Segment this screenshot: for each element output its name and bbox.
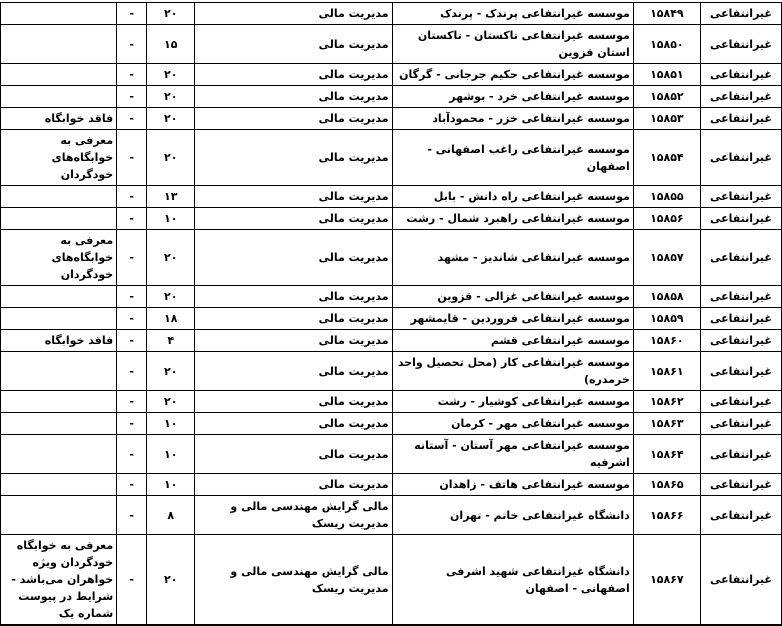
cell-notes	[1, 435, 117, 474]
cell-capacity: ۲۰	[147, 230, 195, 286]
cell-program-name: مدیریت مالی	[195, 474, 392, 496]
cell-institution-code: ۱۵۸۵۸	[633, 286, 700, 308]
cell-institution-name: موسسه غیرانتفاعی تاکستان - تاکستان استان قزوین	[392, 25, 633, 64]
cell-program-name: مدیریت مالی	[195, 413, 392, 435]
cell-institution-name: موسسه غیرانتفاعی مهر - کرمان	[392, 413, 633, 435]
cell-institution-name: موسسه غیرانتفاعی حکیم جرجانی - گرگان	[392, 64, 633, 86]
cell-institution-name: موسسه غیرانتفاعی خرد - بوشهر	[392, 86, 633, 108]
cell-notes	[1, 208, 117, 230]
cell-notes: معرفی به خوابگاه خودگردان ویژه خواهران می‌باشد - شرایط در پیوست شماره یک	[1, 535, 117, 626]
cell-second-capacity: -	[117, 352, 147, 391]
cell-ownership-type: غیرانتفاعی	[700, 496, 781, 535]
table-row	[1, 391, 782, 413]
cell-ownership-type: غیرانتفاعی	[700, 352, 781, 391]
cell-institution-name: موسسه غیرانتفاعی هاتف - زاهدان	[392, 474, 633, 496]
cell-ownership-type: غیرانتفاعی	[700, 413, 781, 435]
cell-institution-code: ۱۵۸۶۴	[633, 435, 700, 474]
cell-institution-code: ۱۵۸۵۷	[633, 230, 700, 286]
cell-institution-code: ۱۵۸۶۶	[633, 496, 700, 535]
cell-program-name: مدیریت مالی	[195, 330, 392, 352]
cell-notes: فاقد خوابگاه	[1, 108, 117, 130]
cell-program-name: مدیریت مالی	[195, 130, 392, 186]
cell-program-name: مالی گرایش مهندسی مالی و مدیریت ریسک	[195, 496, 392, 535]
table-row	[1, 3, 782, 25]
cell-program-name: مدیریت مالی	[195, 25, 392, 64]
cell-capacity: ۲۰	[147, 86, 195, 108]
table-row	[1, 186, 782, 208]
table-row	[1, 25, 782, 64]
cell-program-name: مالی گرایش مهندسی مالی و مدیریت ریسک	[195, 535, 392, 626]
cell-capacity: ۲۰	[147, 352, 195, 391]
cell-capacity: ۲۰	[147, 535, 195, 626]
cell-program-name: مدیریت مالی	[195, 391, 392, 413]
cell-second-capacity: -	[117, 435, 147, 474]
cell-program-name: مدیریت مالی	[195, 352, 392, 391]
cell-program-name: مدیریت مالی	[195, 435, 392, 474]
cell-program-name: مدیریت مالی	[195, 208, 392, 230]
cell-institution-name: موسسه غیرانتفاعی فروردین - قایمشهر	[392, 308, 633, 330]
table-row	[1, 308, 782, 330]
cell-capacity: ۲۰	[147, 286, 195, 308]
cell-institution-code: ۱۵۸۵۹	[633, 308, 700, 330]
table-row	[1, 86, 782, 108]
cell-program-name: مدیریت مالی	[195, 308, 392, 330]
cell-capacity: ۱۰	[147, 474, 195, 496]
cell-second-capacity: -	[117, 535, 147, 626]
cell-program-name: مدیریت مالی	[195, 64, 392, 86]
cell-institution-name: دانشگاه غیرانتفاعی شهید اشرفی اصفهانی - اصفهان	[392, 535, 633, 626]
cell-institution-code: ۱۵۸۵۶	[633, 208, 700, 230]
cell-institution-name: موسسه غیرانتفاعی راه دانش - بابل	[392, 186, 633, 208]
cell-institution-code: ۱۵۸۶۵	[633, 474, 700, 496]
table-row	[1, 352, 782, 391]
cell-second-capacity: -	[117, 3, 147, 25]
cell-ownership-type: غیرانتفاعی	[700, 286, 781, 308]
table-row	[1, 286, 782, 308]
cell-notes: فاقد خوابگاه	[1, 330, 117, 352]
cell-capacity: ۱۵	[147, 25, 195, 64]
cell-institution-code: ۱۵۸۵۱	[633, 64, 700, 86]
cell-notes	[1, 391, 117, 413]
cell-capacity: ۱۰	[147, 435, 195, 474]
table-row	[1, 330, 782, 352]
cell-notes	[1, 3, 117, 25]
cell-second-capacity: -	[117, 108, 147, 130]
cell-institution-code: ۱۵۸۶۳	[633, 413, 700, 435]
cell-capacity: ۱۳	[147, 186, 195, 208]
cell-notes	[1, 86, 117, 108]
cell-notes	[1, 496, 117, 535]
cell-capacity: ۲۰	[147, 3, 195, 25]
admission-capacity-table	[0, 2, 782, 626]
cell-notes: معرفی به خوابگاه‌های خودگردان	[1, 130, 117, 186]
cell-institution-name: موسسه غیرانتفاعی شاندیز - مشهد	[392, 230, 633, 286]
cell-institution-name: موسسه غیرانتفاعی غزالی - قزوین	[392, 286, 633, 308]
cell-program-name: مدیریت مالی	[195, 3, 392, 25]
cell-institution-code: ۱۵۸۶۷	[633, 535, 700, 626]
cell-ownership-type: غیرانتفاعی	[700, 186, 781, 208]
cell-second-capacity: -	[117, 330, 147, 352]
cell-institution-code: ۱۵۸۶۱	[633, 352, 700, 391]
cell-second-capacity: -	[117, 130, 147, 186]
cell-second-capacity: -	[117, 286, 147, 308]
table-row	[1, 496, 782, 535]
cell-ownership-type: غیرانتفاعی	[700, 208, 781, 230]
cell-institution-code: ۱۵۸۴۹	[633, 3, 700, 25]
cell-program-name: مدیریت مالی	[195, 286, 392, 308]
cell-capacity: ۴	[147, 330, 195, 352]
table-row	[1, 435, 782, 474]
cell-ownership-type: غیرانتفاعی	[700, 108, 781, 130]
cell-second-capacity: -	[117, 474, 147, 496]
cell-program-name: مدیریت مالی	[195, 186, 392, 208]
cell-capacity: ۱۰	[147, 413, 195, 435]
cell-ownership-type: غیرانتفاعی	[700, 3, 781, 25]
table-row	[1, 230, 782, 286]
cell-institution-name: موسسه غیرانتفاعی قشم	[392, 330, 633, 352]
cell-capacity: ۸	[147, 496, 195, 535]
cell-capacity: ۲۰	[147, 130, 195, 186]
table-row	[1, 208, 782, 230]
cell-program-name: مدیریت مالی	[195, 86, 392, 108]
cell-institution-code: ۱۵۸۵۵	[633, 186, 700, 208]
cell-institution-code: ۱۵۸۵۲	[633, 86, 700, 108]
cell-institution-name: موسسه غیرانتفاعی خزر - محمودآباد	[392, 108, 633, 130]
cell-institution-code: ۱۵۸۶۰	[633, 330, 700, 352]
cell-institution-code: ۱۵۸۵۳	[633, 108, 700, 130]
cell-ownership-type: غیرانتفاعی	[700, 535, 781, 626]
cell-institution-name: موسسه غیرانتفاعی کوشیار - رشت	[392, 391, 633, 413]
cell-ownership-type: غیرانتفاعی	[700, 391, 781, 413]
cell-notes	[1, 25, 117, 64]
cell-second-capacity: -	[117, 208, 147, 230]
cell-ownership-type: غیرانتفاعی	[700, 25, 781, 64]
cell-capacity: ۲۰	[147, 391, 195, 413]
cell-institution-name: موسسه غیرانتفاعی راغب اصفهانی - اصفهان	[392, 130, 633, 186]
table-body	[1, 3, 782, 626]
cell-second-capacity: -	[117, 413, 147, 435]
table-row	[1, 64, 782, 86]
cell-institution-code: ۱۵۸۶۲	[633, 391, 700, 413]
cell-notes	[1, 186, 117, 208]
cell-institution-name: موسسه غیرانتفاعی کار (محل تحصیل واحد خرمدره)	[392, 352, 633, 391]
cell-institution-name: دانشگاه غیرانتفاعی خاتم - تهران	[392, 496, 633, 535]
cell-notes	[1, 474, 117, 496]
cell-ownership-type: غیرانتفاعی	[700, 64, 781, 86]
cell-institution-name: موسسه غیرانتفاعی پرندک - پرندک	[392, 3, 633, 25]
cell-program-name: مدیریت مالی	[195, 108, 392, 130]
cell-institution-name: موسسه غیرانتفاعی مهر آستان - آستانه اشرفیه	[392, 435, 633, 474]
cell-notes	[1, 308, 117, 330]
cell-second-capacity: -	[117, 86, 147, 108]
cell-second-capacity: -	[117, 308, 147, 330]
cell-capacity: ۱۰	[147, 208, 195, 230]
table-row	[1, 413, 782, 435]
cell-notes	[1, 352, 117, 391]
cell-second-capacity: -	[117, 64, 147, 86]
cell-second-capacity: -	[117, 496, 147, 535]
cell-institution-name: موسسه غیرانتفاعی راهبرد شمال - رشت	[392, 208, 633, 230]
cell-second-capacity: -	[117, 25, 147, 64]
cell-ownership-type: غیرانتفاعی	[700, 435, 781, 474]
cell-notes: معرفی به خوابگاه‌های خودگردان	[1, 230, 117, 286]
cell-capacity: ۲۰	[147, 64, 195, 86]
cell-second-capacity: -	[117, 230, 147, 286]
table-row	[1, 474, 782, 496]
cell-second-capacity: -	[117, 391, 147, 413]
cell-capacity: ۲۰	[147, 108, 195, 130]
cell-notes	[1, 286, 117, 308]
cell-program-name: مدیریت مالی	[195, 230, 392, 286]
cell-institution-code: ۱۵۸۵۰	[633, 25, 700, 64]
cell-ownership-type: غیرانتفاعی	[700, 230, 781, 286]
cell-notes	[1, 64, 117, 86]
table-row	[1, 535, 782, 626]
cell-ownership-type: غیرانتفاعی	[700, 308, 781, 330]
cell-ownership-type: غیرانتفاعی	[700, 130, 781, 186]
cell-capacity: ۱۸	[147, 308, 195, 330]
cell-notes	[1, 413, 117, 435]
table-row	[1, 108, 782, 130]
cell-ownership-type: غیرانتفاعی	[700, 330, 781, 352]
cell-ownership-type: غیرانتفاعی	[700, 474, 781, 496]
cell-institution-code: ۱۵۸۵۴	[633, 130, 700, 186]
cell-ownership-type: غیرانتفاعی	[700, 86, 781, 108]
cell-second-capacity: -	[117, 186, 147, 208]
table-row	[1, 130, 782, 186]
